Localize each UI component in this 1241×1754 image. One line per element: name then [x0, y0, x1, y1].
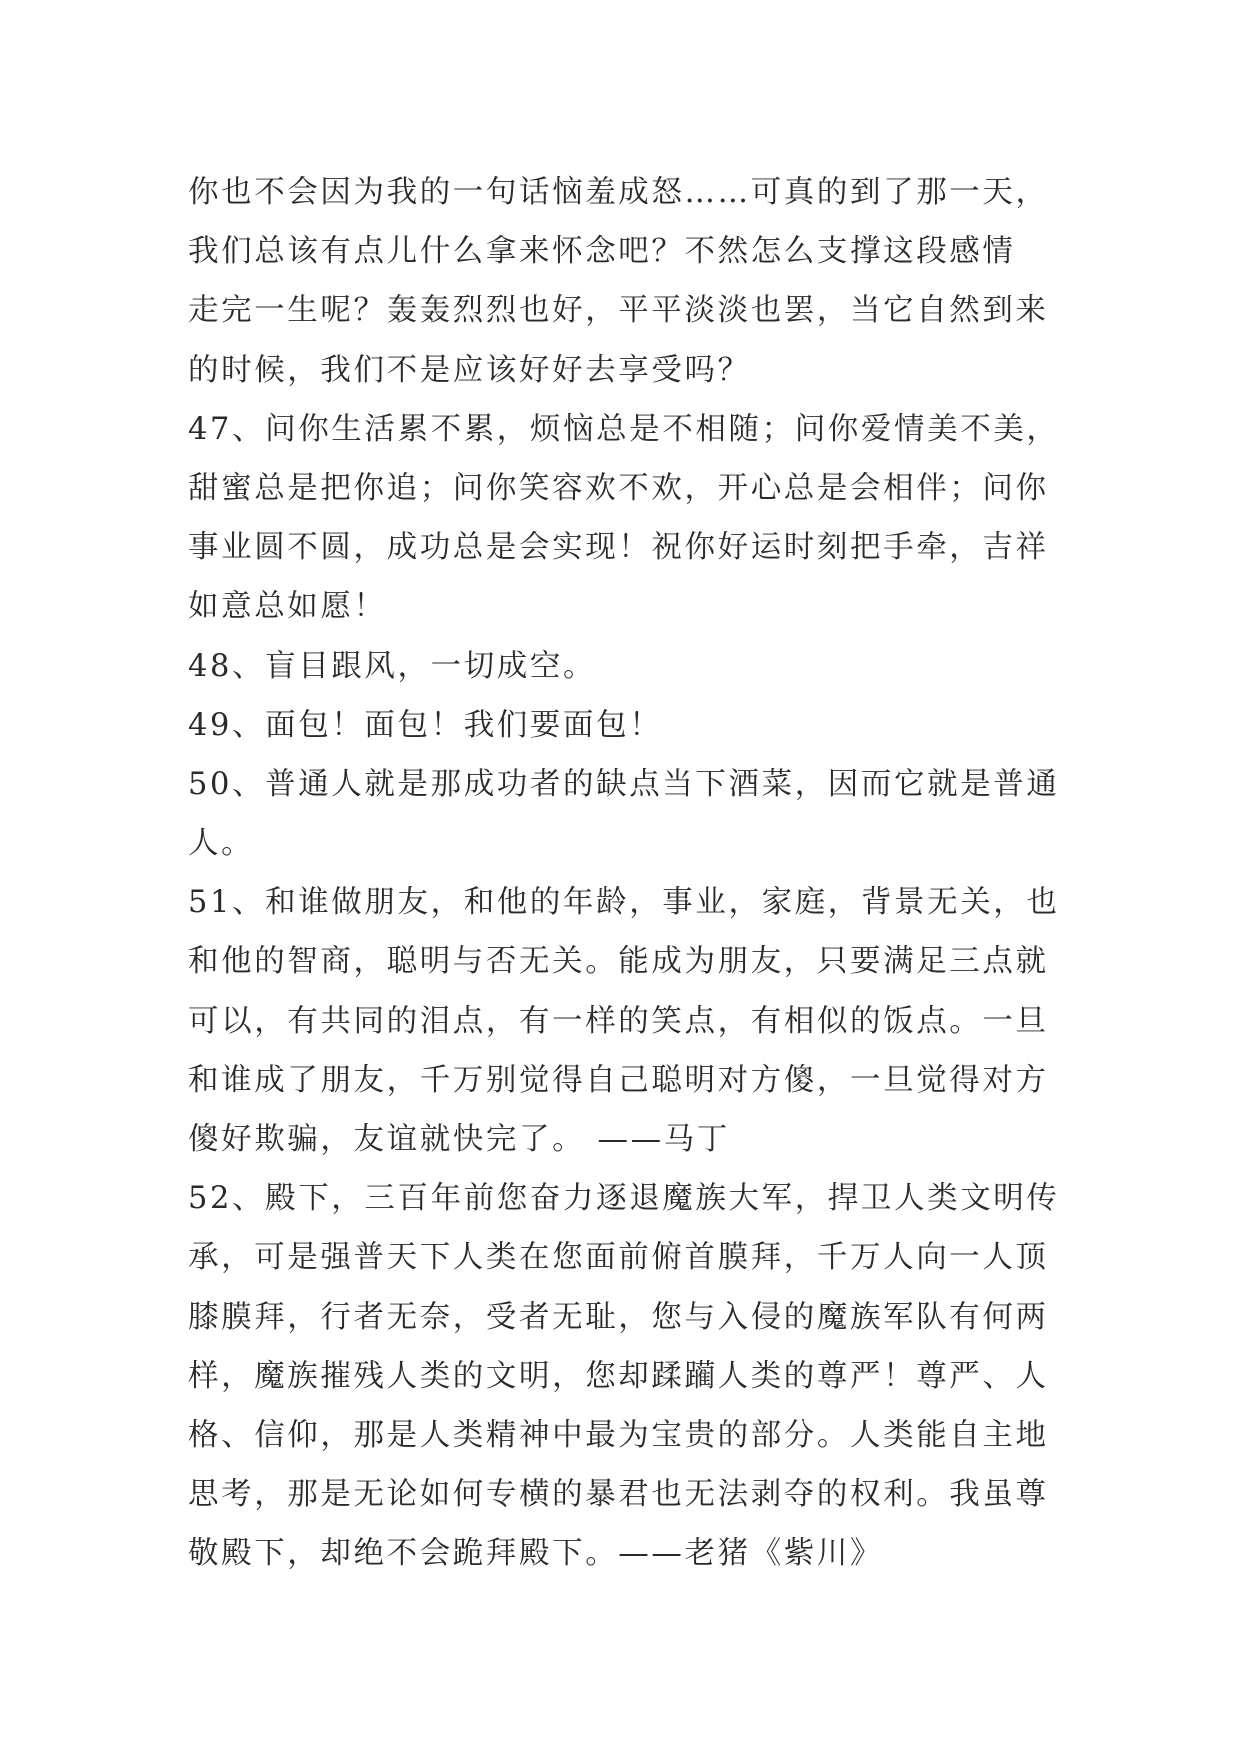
text-line: 48、盲目跟风，一切成空。 — [188, 648, 597, 684]
text-line: 膝膜拜，行者无奈，受者无耻，您与入侵的魔族军队有何两 — [188, 1299, 1049, 1335]
text-line: 承，可是强普天下人类在您面前俯首膜拜，千万人向一人顶 — [188, 1240, 1049, 1276]
text-line: 你也不会因为我的一句话恼羞成怒……可真的到了那一天， — [188, 175, 1049, 210]
text-line: 可以，有共同的泪点，有一样的笑点，有相似的饭点。一旦 — [188, 1003, 1049, 1039]
text-line: 50、普通人就是那成功者的缺点当下酒菜，因而它就是普通 — [188, 766, 1060, 802]
text-line: 和谁成了朋友，千万别觉得自己聪明对方傻，一旦觉得对方 — [188, 1062, 1049, 1098]
text-line: 人。 — [188, 826, 255, 862]
text-line: 47、问你生活累不累，烦恼总是不相随；问你爱情美不美， — [188, 411, 1060, 447]
text-line: 的时候，我们不是应该好好去享受吗？ — [188, 352, 751, 388]
text-line: 我们总该有点儿什么拿来怀念吧？不然怎么支撑这段感情 — [188, 234, 1016, 270]
text-line: 51、和谁做朋友，和他的年龄，事业，家庭，背景无关，也 — [188, 885, 1060, 921]
text-line: 事业圆不圆，成功总是会实现！祝你好运时刻把手牵，吉祥 — [188, 530, 1049, 566]
text-line: 傻好欺骗，友谊就快完了。 ——马丁 — [188, 1122, 730, 1157]
document-body — [188, 163, 1058, 1584]
text-line: 如意总如愿！ — [188, 589, 387, 625]
text-line: 思考，那是无论如何专横的暴君也无法剥夺的权利。我虽尊 — [188, 1477, 1049, 1513]
text-line: 52、殿下，三百年前您奋力逐退魔族大军，捍卫人类文明传 — [188, 1181, 1060, 1217]
text-line: 样，魔族摧残人类的文明，您却蹂躏人类的尊严！尊严、人 — [188, 1358, 1049, 1394]
text-line: 格、信仰，那是人类精神中最为宝贵的部分。人类能自主地 — [188, 1417, 1049, 1453]
text-line: 甜蜜总是把你追；问你笑容欢不欢，开心总是会相伴；问你 — [188, 470, 1049, 506]
text-line: 49、面包！面包！我们要面包！ — [188, 707, 663, 743]
text-line: 敬殿下，却绝不会跪拜殿下。——老猪《紫川》 — [188, 1536, 884, 1572]
text-line: 和他的智商，聪明与否无关。能成为朋友，只要满足三点就 — [188, 944, 1049, 980]
text-line: 走完一生呢？轰轰烈烈也好，平平淡淡也罢，当它自然到来 — [188, 293, 1049, 329]
